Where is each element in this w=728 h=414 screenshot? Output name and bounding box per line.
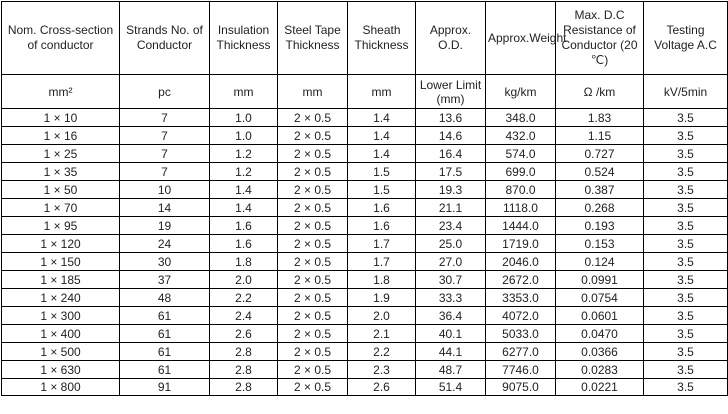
table-cell: 3.5: [644, 289, 728, 307]
table-cell: 3.5: [644, 235, 728, 253]
table-cell: 1.15: [556, 127, 644, 145]
table-cell: 4072.0: [486, 307, 556, 325]
table-cell: 2.8: [210, 379, 278, 396]
table-cell: 2 × 0.5: [278, 379, 348, 396]
unit-cell: Ω /km: [556, 75, 644, 109]
table-cell: 2 × 0.5: [278, 361, 348, 379]
table-cell: 1.6: [348, 199, 416, 217]
table-cell: 1.6: [210, 235, 278, 253]
table-cell: 2 × 0.5: [278, 271, 348, 289]
table-cell: 1.4: [210, 181, 278, 199]
table-cell: 1.8: [210, 253, 278, 271]
table-row: [2, 379, 728, 396]
table-cell: 3.5: [644, 325, 728, 343]
table-cell: 16.4: [416, 145, 486, 163]
table-row: [2, 181, 728, 199]
header-strands: Strands No. of Conductor: [120, 2, 210, 75]
table-cell: 40.1: [416, 325, 486, 343]
table-cell: 19.3: [416, 181, 486, 199]
header-steel-tape: Steel Tape Thickness: [278, 2, 348, 75]
table-cell: 2.8: [210, 361, 278, 379]
table-cell: 24: [120, 235, 210, 253]
table-cell: 1 × 10: [2, 109, 120, 127]
table-cell: 1.83: [556, 109, 644, 127]
table-cell: 0.268: [556, 199, 644, 217]
table-cell: 1 × 630: [2, 361, 120, 379]
table-cell: 0.524: [556, 163, 644, 181]
table-cell: 1.4: [210, 199, 278, 217]
header-insulation: Insulation Thickness: [210, 2, 278, 75]
table-cell: 25.0: [416, 235, 486, 253]
header-resistance: Max. D.C Resistance of Conductor (20 ℃): [556, 2, 644, 75]
table-cell: 0.0991: [556, 271, 644, 289]
table-cell: 23.4: [416, 217, 486, 235]
table-cell: 7: [120, 127, 210, 145]
cable-spec-table: [1, 1, 728, 396]
unit-cell: Lower Limit (mm): [416, 75, 486, 109]
table-cell: 1 × 500: [2, 343, 120, 361]
header-test-voltage: Testing Voltage A.C: [644, 2, 728, 75]
table-cell: 61: [120, 361, 210, 379]
table-row: [2, 271, 728, 289]
unit-cell: kg/km: [486, 75, 556, 109]
table-cell: 1 × 240: [2, 289, 120, 307]
header-od: Approx. O.D.: [416, 2, 486, 75]
table-cell: 30: [120, 253, 210, 271]
table-cell: 0.0221: [556, 379, 644, 396]
table-cell: 7746.0: [486, 361, 556, 379]
table-cell: 48.7: [416, 361, 486, 379]
table-cell: 1.2: [210, 163, 278, 181]
table-cell: 3.5: [644, 271, 728, 289]
table-cell: 1.6: [348, 217, 416, 235]
table-cell: 48: [120, 289, 210, 307]
table-cell: 2.4: [210, 307, 278, 325]
table-row: [2, 109, 728, 127]
table-cell: 1.9: [348, 289, 416, 307]
table-cell: 21.1: [416, 199, 486, 217]
table-cell: 1 × 400: [2, 325, 120, 343]
table-cell: 3.5: [644, 163, 728, 181]
table-cell: 14.6: [416, 127, 486, 145]
table-cell: 1.4: [348, 145, 416, 163]
table-cell: 3.5: [644, 181, 728, 199]
table-cell: 0.0470: [556, 325, 644, 343]
table-cell: 91: [120, 379, 210, 396]
table-row: [2, 343, 728, 361]
table-cell: 1 × 25: [2, 145, 120, 163]
table-cell: 1 × 95: [2, 217, 120, 235]
table-cell: 1 × 50: [2, 181, 120, 199]
table-cell: 27.0: [416, 253, 486, 271]
units-row: [2, 75, 728, 109]
table-cell: 2046.0: [486, 253, 556, 271]
table-cell: 9075.0: [486, 379, 556, 396]
table-cell: 2 × 0.5: [278, 127, 348, 145]
table-cell: 61: [120, 325, 210, 343]
table-cell: 7: [120, 109, 210, 127]
table-row: [2, 163, 728, 181]
table-row: [2, 235, 728, 253]
table-cell: 3.5: [644, 217, 728, 235]
table-cell: 2 × 0.5: [278, 325, 348, 343]
table-cell: 2.8: [210, 343, 278, 361]
table-cell: 0.0754: [556, 289, 644, 307]
table-cell: 3.5: [644, 199, 728, 217]
table-cell: 1444.0: [486, 217, 556, 235]
table-cell: 61: [120, 307, 210, 325]
table-cell: 2 × 0.5: [278, 217, 348, 235]
table-cell: 1.4: [348, 109, 416, 127]
table-cell: 1.5: [348, 163, 416, 181]
table-row: [2, 289, 728, 307]
table-cell: 10: [120, 181, 210, 199]
unit-cell: mm²: [2, 75, 120, 109]
table-cell: 13.6: [416, 109, 486, 127]
table-cell: 0.124: [556, 253, 644, 271]
table-cell: 2 × 0.5: [278, 253, 348, 271]
table-cell: 36.4: [416, 307, 486, 325]
table-cell: 1.0: [210, 127, 278, 145]
table-cell: 3.5: [644, 361, 728, 379]
table-cell: 2 × 0.5: [278, 343, 348, 361]
table-row: [2, 361, 728, 379]
table-cell: 2.2: [210, 289, 278, 307]
table-cell: 0.387: [556, 181, 644, 199]
table-cell: 1 × 150: [2, 253, 120, 271]
header-weight: Approx.Weight: [486, 2, 556, 75]
table-row: [2, 325, 728, 343]
table-cell: 2.0: [348, 307, 416, 325]
table-cell: 1 × 800: [2, 379, 120, 396]
table-cell: 2.1: [348, 325, 416, 343]
table-cell: 1.8: [348, 271, 416, 289]
table-cell: 348.0: [486, 109, 556, 127]
table-cell: 19: [120, 217, 210, 235]
table-cell: 1 × 185: [2, 271, 120, 289]
header-cross-section: Nom. Cross-section of conductor: [2, 2, 120, 75]
table-cell: 2.6: [210, 325, 278, 343]
table-cell: 1 × 35: [2, 163, 120, 181]
table-cell: 30.7: [416, 271, 486, 289]
table-cell: 51.4: [416, 379, 486, 396]
table-cell: 3.5: [644, 127, 728, 145]
header-row: [2, 2, 728, 75]
table-cell: 1 × 120: [2, 235, 120, 253]
table-cell: 0.0601: [556, 307, 644, 325]
table-cell: 1.7: [348, 235, 416, 253]
table-cell: 3.5: [644, 307, 728, 325]
table-cell: 3.5: [644, 109, 728, 127]
table-cell: 14: [120, 199, 210, 217]
table-cell: 2 × 0.5: [278, 199, 348, 217]
table-cell: 2 × 0.5: [278, 289, 348, 307]
header-sheath: Sheath Thickness: [348, 2, 416, 75]
table-cell: 0.193: [556, 217, 644, 235]
table-cell: 17.5: [416, 163, 486, 181]
table-cell: 2 × 0.5: [278, 109, 348, 127]
table-cell: 2 × 0.5: [278, 235, 348, 253]
unit-cell: mm: [348, 75, 416, 109]
table-cell: 1.4: [348, 127, 416, 145]
table-cell: 2672.0: [486, 271, 556, 289]
table-cell: 3.5: [644, 379, 728, 396]
table-cell: 574.0: [486, 145, 556, 163]
table-cell: 3353.0: [486, 289, 556, 307]
table-cell: 7: [120, 163, 210, 181]
table-row: [2, 145, 728, 163]
table-cell: 2 × 0.5: [278, 307, 348, 325]
table-cell: 3.5: [644, 253, 728, 271]
table-cell: 2.2: [348, 343, 416, 361]
table-cell: 2 × 0.5: [278, 163, 348, 181]
table-row: [2, 307, 728, 325]
table-cell: 33.3: [416, 289, 486, 307]
unit-cell: mm: [210, 75, 278, 109]
table-cell: 2 × 0.5: [278, 145, 348, 163]
table-cell: 870.0: [486, 181, 556, 199]
table-cell: 0.727: [556, 145, 644, 163]
unit-cell: pc: [120, 75, 210, 109]
table-cell: 2.3: [348, 361, 416, 379]
table-row: [2, 253, 728, 271]
unit-cell: kV/5min: [644, 75, 728, 109]
table-cell: 699.0: [486, 163, 556, 181]
table-cell: 1.6: [210, 217, 278, 235]
table-cell: 1118.0: [486, 199, 556, 217]
table-row: [2, 127, 728, 145]
table-cell: 2.0: [210, 271, 278, 289]
table-cell: 3.5: [644, 145, 728, 163]
table-cell: 2 × 0.5: [278, 181, 348, 199]
table-cell: 1.7: [348, 253, 416, 271]
table-cell: 1.5: [348, 181, 416, 199]
table-cell: 1 × 300: [2, 307, 120, 325]
table-cell: 6277.0: [486, 343, 556, 361]
table-cell: 44.1: [416, 343, 486, 361]
table-cell: 37: [120, 271, 210, 289]
table-body: [2, 109, 728, 396]
table-cell: 0.153: [556, 235, 644, 253]
table-cell: 5033.0: [486, 325, 556, 343]
table-cell: 0.0283: [556, 361, 644, 379]
table-cell: 1.0: [210, 109, 278, 127]
table-cell: 1 × 16: [2, 127, 120, 145]
table-cell: 3.5: [644, 343, 728, 361]
table-cell: 61: [120, 343, 210, 361]
table-cell: 1 × 70: [2, 199, 120, 217]
table-cell: 432.0: [486, 127, 556, 145]
table-cell: 7: [120, 145, 210, 163]
table-cell: 2.6: [348, 379, 416, 396]
table-row: [2, 217, 728, 235]
table-cell: 0.0366: [556, 343, 644, 361]
unit-cell: mm: [278, 75, 348, 109]
table-cell: 1.2: [210, 145, 278, 163]
table-row: [2, 199, 728, 217]
table-cell: 1719.0: [486, 235, 556, 253]
